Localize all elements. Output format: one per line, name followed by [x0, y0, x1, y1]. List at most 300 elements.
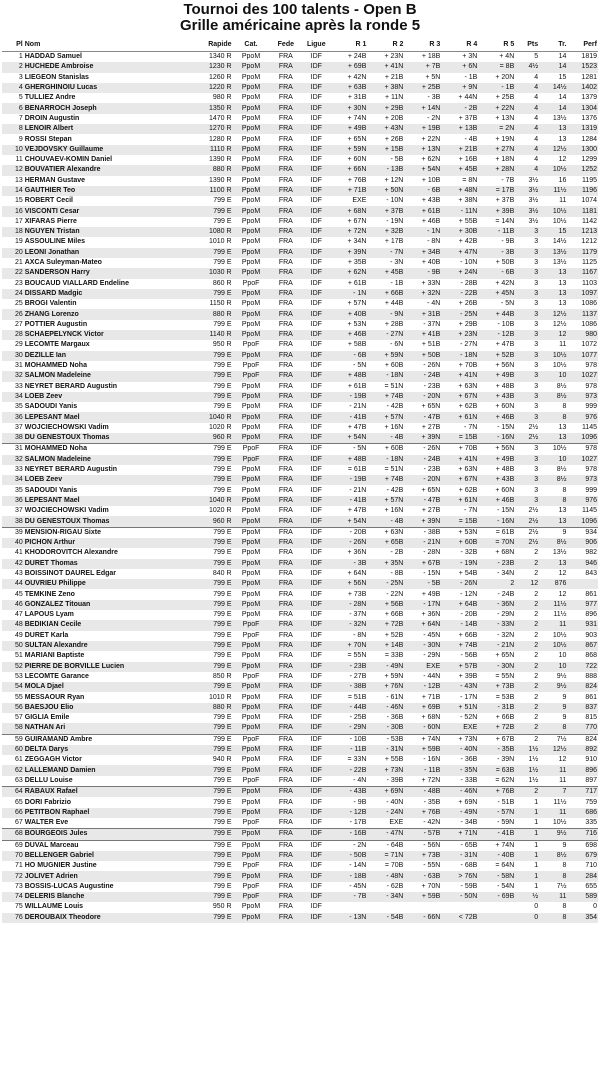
cell-place: 50 [2, 641, 24, 651]
cell-round-5: + 45N [478, 289, 515, 299]
cell-round-5: - 54N [497, 882, 515, 890]
table-row [2, 829, 598, 840]
cell-federation: FRA [270, 829, 303, 840]
cell-rapid: 1040 R [187, 496, 233, 506]
cell-federation: FRA [270, 682, 303, 692]
cell-federation: FRA [270, 475, 303, 485]
cell-round-3: - 4N [427, 300, 441, 308]
cell-round-3: - 8N [427, 238, 441, 246]
cell-round-2: + 16N [384, 507, 404, 515]
cell-round-4: < 72B [441, 913, 478, 923]
cell-league: IDF [302, 145, 330, 155]
cell-round-5: = 70N [478, 538, 515, 548]
cell-round-4: + 21B [441, 145, 478, 155]
cell-performance: 0 [593, 903, 597, 911]
cell-round-2: + 73N [367, 765, 404, 775]
cell-round-1: - 19B [330, 392, 367, 402]
table-row [2, 569, 598, 579]
cell-round-1: - 5N [330, 444, 367, 455]
cell-player-name: DURET Karla [24, 631, 69, 639]
cell-points: 4 [515, 103, 539, 113]
cell-league: IDF [310, 798, 322, 806]
table-row [2, 320, 598, 330]
cell-points: 3 [534, 466, 539, 474]
cell-round-2: + 57N [367, 496, 404, 506]
cell-player-name: HO MUGNIER Justine [24, 862, 97, 870]
cell-points: 3½ [528, 176, 539, 184]
cell-place: 57 [14, 714, 23, 722]
cell-tiebreak: 12 [539, 330, 567, 340]
cell-performance: 896 [567, 765, 598, 775]
cell-round-2: = 70B [384, 862, 404, 870]
cell-round-4: - 59B [460, 882, 478, 890]
cell-points: 3 [515, 309, 539, 319]
cell-round-3: - 29N [423, 652, 441, 660]
table-row [2, 176, 598, 186]
cell-player-name: JOLIVET Adrien [24, 871, 187, 881]
cell-place: 61 [14, 756, 23, 764]
cell-place: 36 [2, 496, 24, 506]
cell-round-2: + 55B [384, 756, 404, 764]
cell-player-name: TEMKINE Zeno [24, 590, 75, 598]
cell-federation: FRA [278, 362, 293, 370]
cell-round-5: + 28N [478, 165, 515, 175]
cell-round-1: = 33N [347, 756, 367, 764]
cell-place: 53 [14, 672, 23, 680]
cell-rapid: 1080 R [187, 227, 233, 237]
cell-tiebreak: 9 [562, 693, 567, 701]
cell-player-name: LECOMTE Margaux [24, 341, 90, 349]
cell-category: PpoM [233, 745, 270, 755]
cell-round-5: + 20N [495, 73, 515, 81]
cell-player-name: LEONI Jonathan [24, 248, 187, 258]
cell-round-4: + 64B [441, 600, 478, 610]
cell-round-5: + 48B [495, 382, 515, 390]
cell-round-2: + 72B [367, 620, 404, 630]
cell-player-name: WILLAUME Louis [24, 903, 84, 911]
cell-round-4: + 48N [441, 186, 478, 196]
cell-round-5: + 76B [478, 787, 515, 798]
cell-category: PpoM [233, 330, 270, 340]
cell-player-name: DU GENESTOUX Thomas [24, 516, 187, 527]
cell-round-1: + 70N [330, 641, 367, 651]
cell-league: IDF [302, 330, 330, 340]
cell-federation: FRA [278, 238, 293, 246]
cell-player-name: GAUTHIER Teo [24, 186, 187, 196]
cell-round-1: + 40B [330, 309, 367, 319]
cell-round-2: - 10N [386, 197, 404, 205]
cell-place: 55 [14, 693, 23, 701]
cell-place: 33 [14, 382, 23, 390]
cell-performance: 867 [567, 641, 598, 651]
cell-category: PpoM [233, 829, 270, 840]
cell-category: PpoM [241, 135, 261, 143]
cell-category: PpoM [241, 466, 261, 474]
cell-place: 11 [15, 156, 23, 164]
cell-place: 52 [2, 662, 24, 672]
cell-tiebreak: 14½ [539, 83, 567, 93]
cell-round-3: + 71B [421, 693, 441, 701]
cell-points: 1 [515, 851, 539, 861]
cell-round-3: - 2N [427, 114, 441, 122]
cell-points: 3 [534, 259, 539, 267]
cell-place: 13 [14, 176, 23, 184]
cell-round-4: - 31N [441, 851, 478, 861]
cell-federation: FRA [278, 382, 293, 390]
cell-rapid: 799 E [213, 486, 232, 494]
cell-round-1: = 51B [347, 693, 367, 701]
cell-points: 4 [515, 165, 539, 175]
cell-category: PpoM [241, 611, 261, 619]
cell-rapid: 799 E [187, 289, 233, 299]
cell-round-2: = 51N [384, 382, 404, 390]
cell-category: PpoF [242, 862, 260, 870]
cell-round-4: + 74B [441, 641, 478, 651]
cell-federation: FRA [270, 496, 303, 506]
cell-federation: FRA [278, 53, 293, 61]
cell-player-name: DURET Thomas [24, 559, 187, 569]
cell-category: PpoM [233, 268, 270, 278]
cell-federation: FRA [270, 124, 303, 134]
cell-points: 3 [534, 279, 539, 287]
cell-round-1: - 21N [349, 403, 367, 411]
cell-round-3: + 40B [421, 259, 441, 267]
cell-round-1: + 67N [347, 217, 367, 225]
cell-round-3: + 27B [421, 507, 441, 515]
cell-round-1: - 1N [330, 289, 367, 299]
cell-round-4: - 34B [460, 819, 478, 827]
cell-points: 3 [534, 486, 539, 494]
cell-tiebreak: 11½ [539, 186, 567, 196]
cell-round-1: - 27B [349, 672, 367, 680]
cell-round-2: + 69N [367, 787, 404, 798]
cell-round-1: - 3B [330, 559, 367, 569]
cell-tiebreak: 16 [558, 176, 567, 184]
cell-round-1: + 65N [347, 135, 367, 143]
cell-category: PpoM [233, 913, 270, 923]
cell-performance: 1304 [567, 103, 598, 113]
table-row [2, 892, 598, 902]
cell-tiebreak: 8 [539, 913, 567, 923]
cell-round-2: + 76N [367, 682, 404, 692]
cell-round-2: + 29B [367, 103, 404, 113]
cell-tiebreak: 10½ [539, 206, 567, 216]
cell-tiebreak: 13 [558, 135, 567, 143]
cell-place: 34 [2, 475, 24, 485]
cell-league: IDF [302, 723, 330, 734]
cell-round-3: + 59B [404, 745, 441, 755]
cell-rapid: 799 E [213, 466, 232, 474]
cell-federation: FRA [270, 145, 303, 155]
cell-league: IDF [302, 289, 330, 299]
cell-federation: FRA [270, 703, 303, 713]
cell-round-1: - 11B [330, 745, 367, 755]
table-row [2, 444, 598, 455]
cell-league: IDF [310, 611, 322, 619]
cell-federation: FRA [278, 423, 293, 431]
table-row [2, 840, 598, 851]
cell-performance: 1181 [567, 206, 598, 216]
cell-round-5: + 25B [495, 94, 515, 102]
cell-performance: 1096 [567, 433, 598, 444]
cell-federation: FRA [270, 371, 303, 381]
cell-round-5: - 57N [478, 808, 515, 818]
cell-rapid: 799 E [187, 351, 233, 361]
cell-round-2: - 30B [367, 723, 404, 734]
cell-rapid: 799 E [213, 611, 232, 619]
cell-federation: FRA [270, 165, 303, 175]
cell-round-2: + 14B [367, 641, 404, 651]
cell-round-2: - 39B [386, 776, 404, 784]
cell-rapid: 799 E [213, 714, 232, 722]
cell-category: PpoM [233, 83, 270, 93]
table-row [2, 703, 598, 713]
cell-federation: FRA [278, 652, 293, 660]
cell-federation: FRA [278, 611, 293, 619]
cell-rapid: 1390 R [208, 156, 232, 164]
header-round-3: R 3 [404, 37, 441, 52]
cell-round-5: + 37B [495, 197, 515, 205]
cell-round-5: - 39N [497, 756, 515, 764]
cell-round-3: - 26N [404, 444, 441, 455]
cell-league: IDF [302, 455, 330, 465]
cell-points: 2 [534, 693, 539, 701]
cell-round-5: + 74N [478, 840, 515, 851]
cell-round-5: = 17B [478, 186, 515, 196]
cell-place: 12 [2, 165, 24, 175]
cell-rapid: 950 R [212, 903, 232, 911]
cell-round-5: + 22N [478, 103, 515, 113]
cell-place: 38 [2, 516, 24, 527]
cell-rapid: 799 E [187, 206, 233, 216]
cell-federation: FRA [278, 672, 293, 680]
cell-round-2: - 6N [390, 341, 404, 349]
cell-round-3: + 59B [404, 892, 441, 902]
cell-points: 4 [515, 124, 539, 134]
cell-round-4: + 69N [458, 798, 478, 806]
cell-round-5: - 31B [478, 703, 515, 713]
cell-federation: FRA [278, 798, 293, 806]
cell-round-5: + 46B [478, 412, 515, 422]
cell-round-4: + 63N [458, 466, 478, 474]
cell-category: PpoM [241, 197, 261, 205]
cell-place: 48 [2, 620, 24, 630]
cell-points: 2 [515, 734, 539, 745]
cell-place: 29 [14, 341, 23, 349]
cell-round-3: + 39N [404, 516, 441, 527]
cell-points: 3 [534, 300, 539, 308]
cell-round-5: - 12B [478, 330, 515, 340]
cell-round-3 [404, 902, 441, 912]
cell-place: 35 [14, 486, 23, 494]
cell-round-4: - 50N [441, 892, 478, 902]
cell-place: 60 [2, 745, 24, 755]
cell-round-1: - 50B [330, 851, 367, 861]
cell-tiebreak: 11 [539, 892, 567, 902]
cell-league: IDF [310, 903, 322, 911]
table-row [2, 371, 598, 381]
cell-player-name: XIFARAS Pierre [24, 217, 77, 225]
standings-table [2, 37, 598, 923]
cell-round-1: - 16B [330, 829, 367, 840]
cell-tiebreak: 8 [539, 412, 567, 422]
cell-round-1: = 61B [347, 466, 367, 474]
cell-place: 46 [2, 600, 24, 610]
cell-round-5: + 44B [478, 309, 515, 319]
cell-rapid: 1010 R [208, 238, 232, 246]
cell-rapid: 799 E [213, 862, 232, 870]
cell-player-name: SANDERSON Harry [24, 268, 187, 278]
cell-place: 16 [2, 206, 24, 216]
cell-points: 3 [534, 320, 539, 328]
cell-round-5: - 15N [497, 507, 515, 515]
cell-place: 31 [14, 362, 23, 370]
cell-tiebreak: 12 [558, 590, 567, 598]
cell-federation: FRA [278, 197, 293, 205]
cell-league: IDF [302, 62, 330, 72]
cell-points: 3 [515, 289, 539, 299]
cell-round-3: + 67B [404, 559, 441, 569]
cell-player-name: MOLA Djael [24, 682, 187, 692]
cell-rapid: 850 R [212, 672, 232, 680]
cell-federation: FRA [278, 279, 293, 287]
cell-tiebreak: 10 [539, 371, 567, 381]
cell-federation: FRA [278, 73, 293, 81]
cell-round-4: + 26B [458, 300, 478, 308]
cell-round-1: + 61B [347, 382, 367, 390]
cell-points: 2 [534, 714, 539, 722]
cell-tiebreak: 14 [558, 53, 567, 61]
cell-league: IDF [310, 382, 322, 390]
cell-round-4: + 29B [458, 320, 478, 328]
cell-place: 33 [14, 466, 23, 474]
cell-rapid: 799 E [187, 392, 233, 402]
cell-performance: 679 [567, 851, 598, 861]
cell-place: 76 [2, 913, 24, 923]
cell-round-1: - 12B [330, 808, 367, 818]
cell-points: 1 [534, 798, 539, 806]
cell-player-name: RABAUX Rafael [24, 787, 187, 798]
cell-round-1: - 13N [330, 913, 367, 923]
cell-category: PpoM [241, 217, 261, 225]
cell-federation: FRA [270, 871, 303, 881]
cell-player-name: TULLIEZ Andre [24, 94, 76, 102]
header-category: Cat. [233, 37, 270, 52]
cell-round-4: + 42B [458, 238, 478, 246]
cell-category: PpoM [241, 756, 261, 764]
cell-round-4: + 70B [458, 362, 478, 370]
cell-rapid: 799 E [187, 455, 233, 465]
cell-place: 51 [14, 652, 23, 660]
cell-tiebreak: 13 [558, 279, 567, 287]
cell-rapid: 1390 R [208, 176, 232, 184]
cell-league: IDF [302, 371, 330, 381]
cell-tiebreak: 10½ [539, 444, 567, 455]
cell-league: IDF [310, 819, 322, 827]
cell-federation: FRA [270, 851, 303, 861]
cell-performance: 896 [585, 611, 597, 619]
cell-category: PpoM [241, 94, 261, 102]
cell-league: IDF [310, 652, 322, 660]
cell-round-1: - 21N [349, 486, 367, 494]
table-row [2, 206, 598, 216]
cell-place: 34 [2, 392, 24, 402]
table-row [2, 651, 598, 661]
cell-rapid: 940 R [212, 756, 232, 764]
cell-category: PpoF [233, 455, 270, 465]
cell-rapid: 799 E [213, 549, 232, 557]
cell-rapid: 799 E [213, 382, 232, 390]
cell-points: 3 [515, 475, 539, 485]
cell-round-3: - 26N [423, 362, 441, 370]
cell-points: 1½ [515, 745, 539, 755]
cell-player-name: MENSION-RIGAU Sixte [24, 527, 187, 538]
cell-league: IDF [302, 124, 330, 134]
cell-round-1: + 64N [347, 569, 367, 577]
cell-federation: FRA [278, 776, 293, 784]
cell-federation: FRA [270, 745, 303, 755]
cell-round-3: - 37N [423, 320, 441, 328]
cell-points: 2 [534, 569, 539, 577]
cell-rapid: 799 E [213, 217, 232, 225]
cell-points: 3 [515, 371, 539, 381]
cell-round-2: = 33B [384, 652, 404, 660]
cell-round-3: - 24B [404, 371, 441, 381]
cell-points: 3 [534, 382, 539, 390]
cell-tiebreak: 8½ [539, 392, 567, 402]
cell-round-1: - 32N [330, 620, 367, 630]
table-row [2, 861, 598, 871]
cell-round-4: + 41N [441, 455, 478, 465]
cell-federation: FRA [270, 516, 303, 527]
cell-player-name: GIGLIA Emile [24, 714, 70, 722]
cell-round-3: + 39N [404, 433, 441, 444]
cell-rapid: 860 R [212, 279, 232, 287]
cell-tiebreak: 8 [562, 903, 567, 911]
cell-tiebreak: 9½ [539, 682, 567, 692]
cell-performance: 1523 [567, 62, 598, 72]
cell-federation: FRA [278, 466, 293, 474]
cell-player-name: LEPESANT Mael [24, 412, 187, 422]
cell-round-3: - 3B [427, 94, 441, 102]
cell-round-2: + 45B [367, 268, 404, 278]
cell-points: 3½ [528, 217, 539, 225]
cell-round-3: - 1N [404, 227, 441, 237]
cell-round-2: - 27N [367, 330, 404, 340]
cell-category: PpoM [233, 248, 270, 258]
cell-round-4: + 47N [441, 248, 478, 258]
cell-rapid: 799 E [213, 590, 232, 598]
cell-round-1: - 37N [349, 611, 367, 619]
cell-round-4: + 30B [441, 227, 478, 237]
cell-league: IDF [302, 682, 330, 692]
cell-round-3: + 73B [404, 851, 441, 861]
cell-place: 22 [2, 268, 24, 278]
cell-round-3: - 20N [404, 475, 441, 485]
cell-league: IDF [310, 776, 322, 784]
cell-tiebreak: 8 [562, 403, 567, 411]
cell-tiebreak: 10½ [552, 819, 567, 827]
cell-player-name: ROBERT Cecil [24, 197, 73, 205]
cell-place: 43 [14, 569, 23, 577]
cell-federation: FRA [278, 549, 293, 557]
cell-round-3: + 49B [421, 590, 441, 598]
cell-round-5: = 14N [495, 217, 515, 225]
cell-round-5: + 66B [495, 714, 515, 722]
cell-round-2: - 22N [386, 590, 404, 598]
cell-player-name: HERMAN Gustave [24, 176, 86, 184]
table-row [2, 723, 598, 734]
